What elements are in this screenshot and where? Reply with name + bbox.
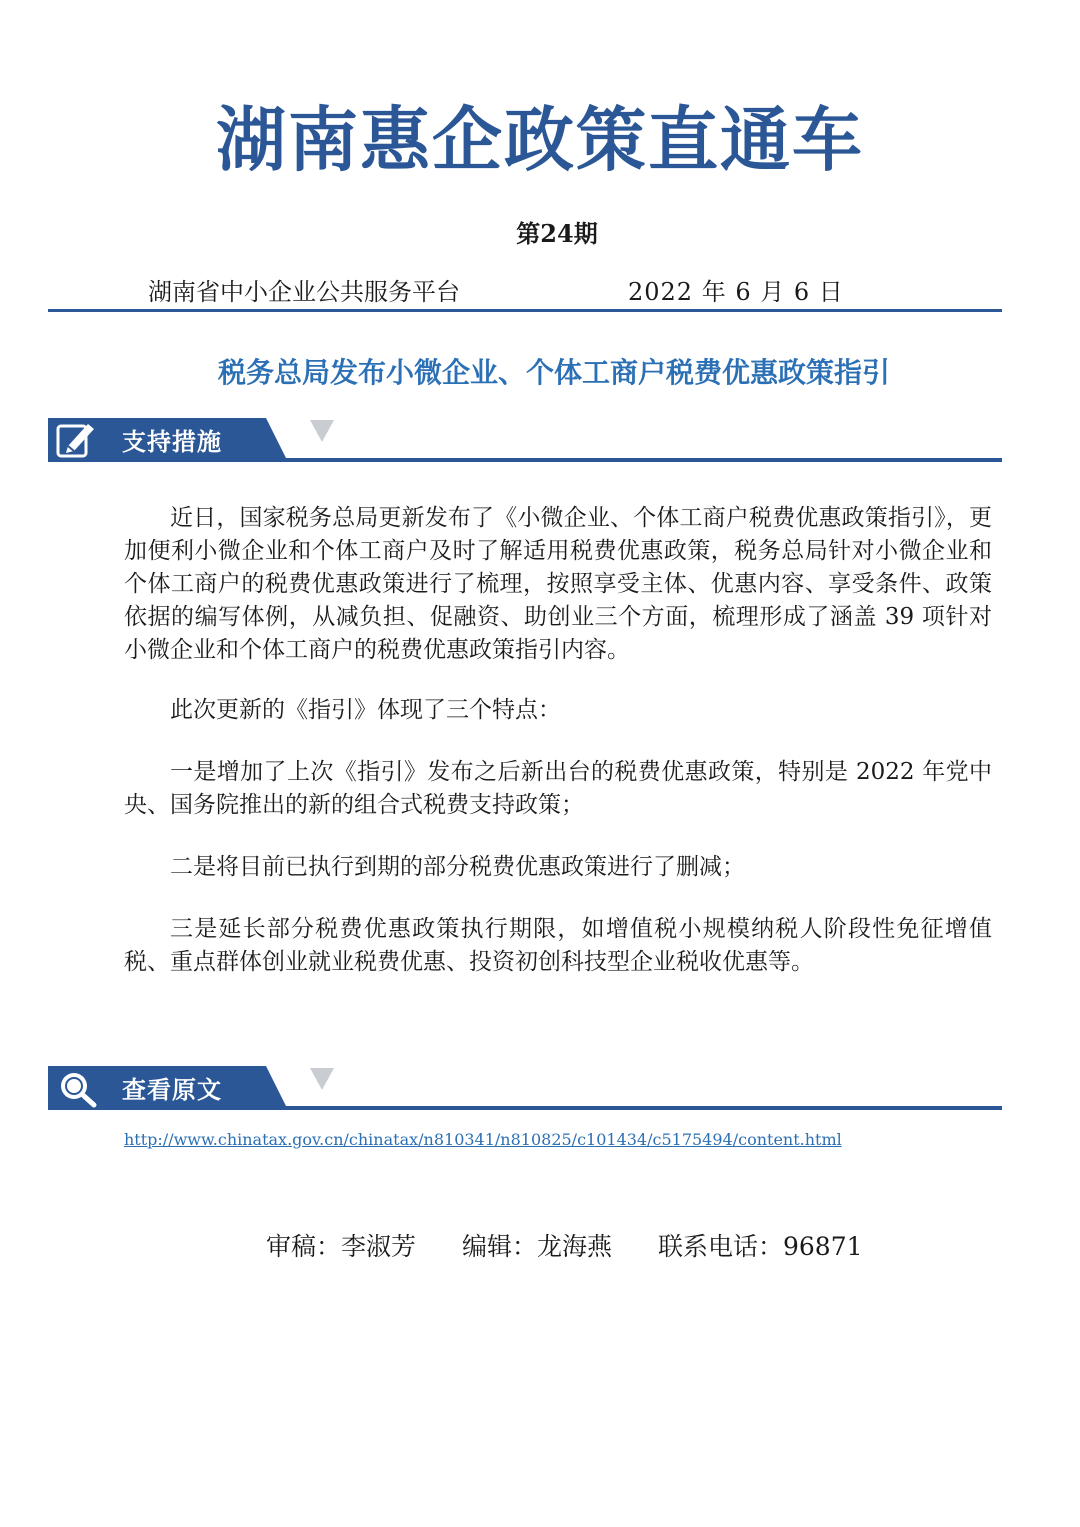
issue-number: 第24期 (516, 219, 598, 248)
source-link[interactable]: http://www.chinatax.gov.cn/chinatax/n810341/n810825/c101434/c5175494/content.html (124, 1130, 842, 1149)
section-label: 支持措施 (122, 428, 222, 456)
editor-credit: 编辑：龙海燕 (462, 1232, 613, 1261)
section-label: 查看原文 (122, 1076, 222, 1104)
triangle-decoration-icon (310, 420, 334, 442)
body-paragraph: 三是延长部分税费优惠政策执行期限，如增值税小规模纳税人阶段性免征增值税、重点群体创业就业税费优惠、投资初创科技型企业税收优惠等。 (124, 916, 992, 975)
body-paragraph: 近日，国家税务总局更新发布了《小微企业、个体工商户税费优惠政策指引》，更加便利小微企业和个体工商户及时了解适用税费优惠政策，税务总局针对小微企业和个体工商户的税费优惠政策进行了梳理，按照享受主体、优惠内容、享受条件、政策依据的编写体例，从减负担、促融资、助创业三个方面，梳理形成了涵盖 39 项针对小微企业和个体工商户的税费优惠政策指引内容。 (124, 505, 992, 663)
body-paragraph: 二是将目前已执行到期的部分税费优惠政策进行了删减； (170, 854, 745, 880)
search-icon (54, 1068, 98, 1106)
reviewer-credit: 审稿：李淑芳 (266, 1232, 417, 1261)
edit-icon (54, 420, 98, 458)
section-header-source (48, 1066, 1002, 1114)
header-divider (48, 309, 1002, 312)
section-header-support (48, 418, 1002, 466)
contact-phone: 联系电话：96871 (658, 1232, 863, 1261)
publisher-name: 湖南省中小企业公共服务平台 (148, 278, 460, 306)
body-paragraph: 此次更新的《指引》体现了三个特点： (170, 697, 561, 723)
newsletter-title: 湖南惠企政策直通车 (216, 98, 864, 181)
triangle-decoration-icon (310, 1068, 334, 1090)
body-paragraph: 一是增加了上次《指引》发布之后新出台的税费优惠政策，特别是 2022 年党中央、国务院推出的新的组合式税费支持政策； (124, 759, 992, 818)
article-headline: 税务总局发布小微企业、个体工商户税费优惠政策指引 (217, 356, 890, 389)
publish-date: 2022 年 6 月 6 日 (628, 278, 844, 306)
